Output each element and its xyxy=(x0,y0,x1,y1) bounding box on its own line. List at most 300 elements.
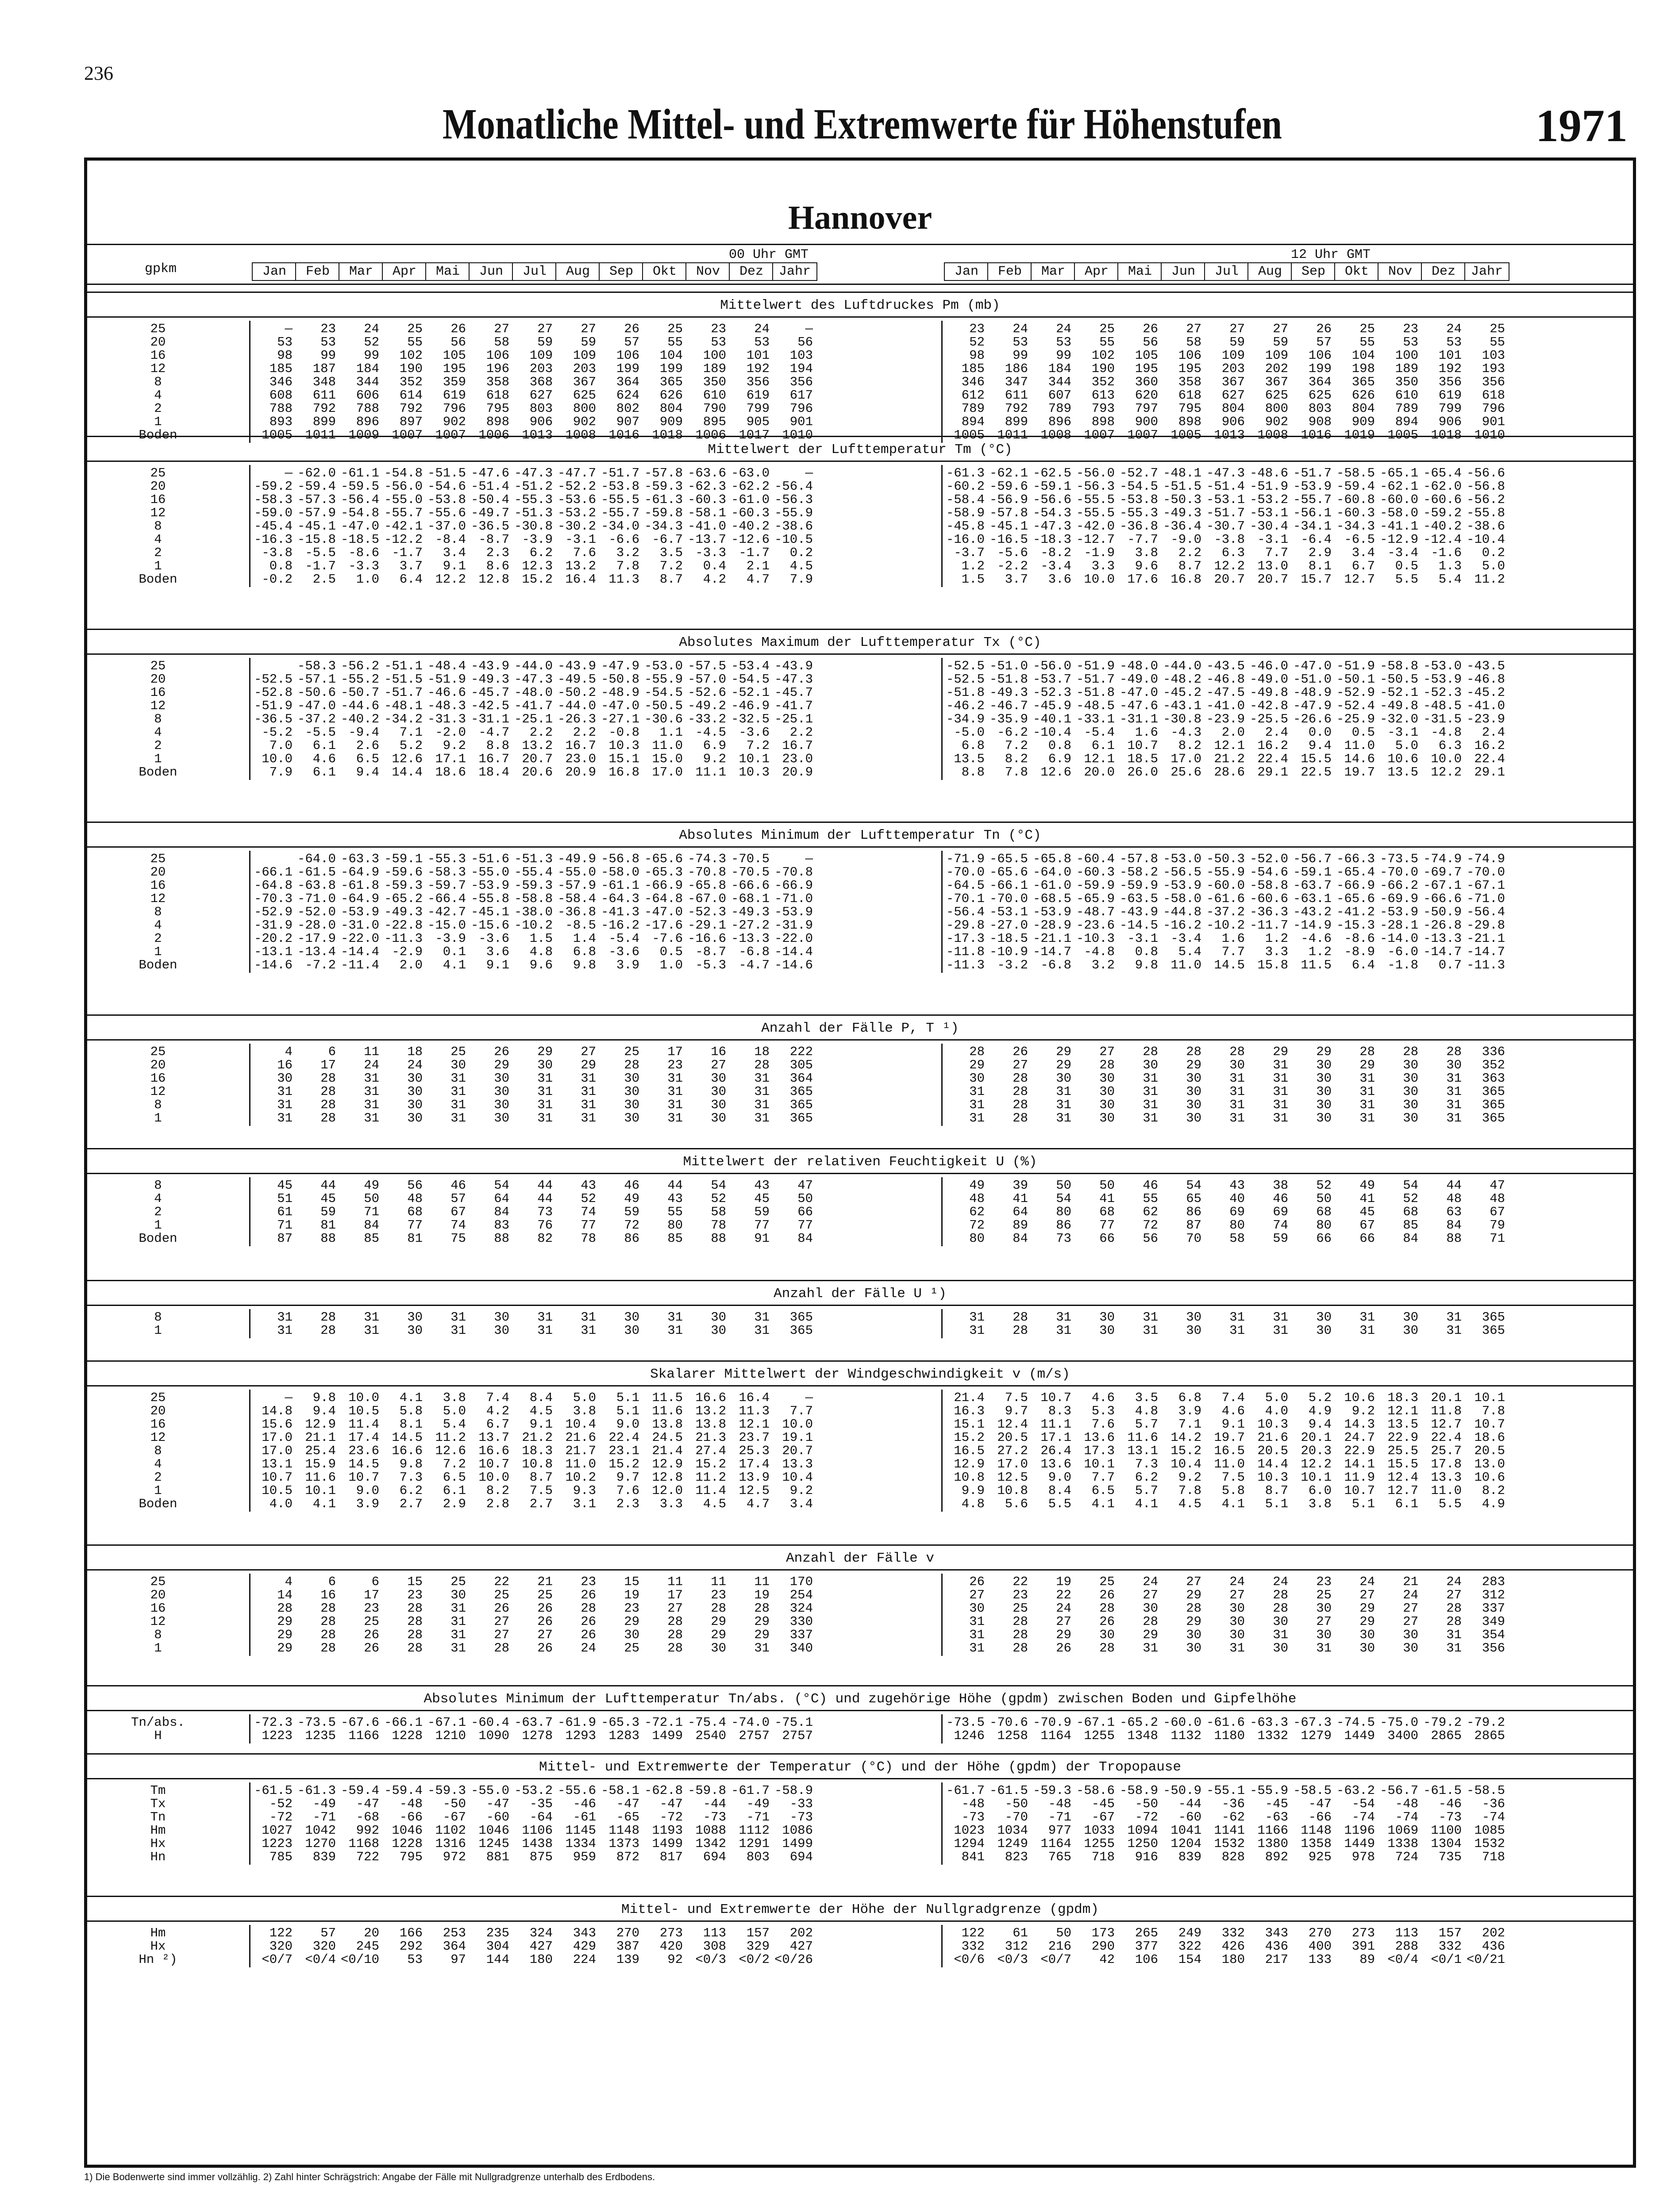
row-label: 25 xyxy=(150,659,166,673)
table-cell: -45.4 xyxy=(254,519,293,534)
table-cell: -4.6 xyxy=(1301,931,1332,946)
table-cell: -7.2 xyxy=(305,958,336,972)
table-cell: -73.5 xyxy=(297,1715,336,1730)
table-cell: 1258 xyxy=(997,1728,1028,1743)
table-cell: -58.1 xyxy=(687,506,726,520)
table-cell: 29 xyxy=(1359,1614,1375,1629)
table-cell: -34.9 xyxy=(946,712,985,726)
table-cell: -56.7 xyxy=(1379,1783,1418,1798)
table-cell: -55.8 xyxy=(1466,506,1505,520)
table-cell: 902 xyxy=(1265,415,1288,429)
table-cell: -60.6 xyxy=(1423,492,1462,507)
table-cell: 626 xyxy=(1351,388,1375,403)
table-cell: 99 xyxy=(1013,348,1028,363)
table-cell: -5.3 xyxy=(695,958,726,972)
table-cell: 27 xyxy=(494,1614,509,1629)
table-cell: 16.5 xyxy=(1214,1444,1245,1458)
table-cell: 332 xyxy=(961,1939,985,1954)
row-label: 12 xyxy=(150,891,166,906)
section-rows xyxy=(87,1927,1633,1966)
table-cell: 1250 xyxy=(1127,1836,1158,1851)
table-cell: 222 xyxy=(789,1045,813,1059)
table-row xyxy=(87,892,1633,906)
table-cell: 22 xyxy=(1013,1575,1028,1589)
table-cell: -66.2 xyxy=(1379,878,1418,893)
table-cell: 4.5 xyxy=(789,559,813,573)
table-cell: 31 xyxy=(537,1310,553,1325)
table-cell: 804 xyxy=(1351,401,1375,416)
table-cell: 77 xyxy=(407,1218,423,1233)
table-cell: -51.4 xyxy=(470,479,509,494)
table-cell: 1449 xyxy=(1344,1836,1375,1851)
table-cell: 29 xyxy=(1143,1628,1158,1642)
table-cell: -63.3 xyxy=(340,852,379,866)
table-row xyxy=(87,959,1633,972)
table-cell: 173 xyxy=(1091,1926,1115,1940)
table-cell: 24 xyxy=(581,1641,596,1655)
table-cell: -46.6 xyxy=(427,685,466,700)
table-cell: 30 xyxy=(624,1628,639,1642)
table-cell: -70.5 xyxy=(731,852,770,866)
table-cell: 7.2 xyxy=(659,559,683,573)
table-cell: -61.5 xyxy=(1423,1783,1462,1798)
table-cell: 102 xyxy=(399,348,423,363)
table-cell: 185 xyxy=(961,361,985,376)
table-cell: 24 xyxy=(1359,1575,1375,1589)
table-cell: 30 xyxy=(407,1084,423,1099)
table-cell: 25 xyxy=(537,1588,553,1602)
table-cell: 55 xyxy=(1099,335,1115,349)
table-cell: 799 xyxy=(746,401,770,416)
table-cell: -31.9 xyxy=(254,918,293,933)
table-cell: 3.7 xyxy=(399,559,423,573)
table-cell: 109 xyxy=(1221,348,1245,363)
table-cell: -13.1 xyxy=(254,945,293,959)
table-cell: 81 xyxy=(320,1218,336,1233)
table-cell: -11.7 xyxy=(1249,918,1288,933)
table-cell: 627 xyxy=(529,388,553,403)
table-cell: 27 xyxy=(1446,1588,1462,1602)
table-cell: 199 xyxy=(616,361,639,376)
section-rule xyxy=(87,1280,1633,1281)
table-cell: 5.4 xyxy=(1438,572,1462,587)
table-cell: -30.4 xyxy=(1249,519,1288,534)
table-cell: 436 xyxy=(1482,1939,1505,1954)
table-cell: 157 xyxy=(1438,1926,1462,1940)
row-label: Hx xyxy=(150,1836,166,1851)
table-cell: -16.2 xyxy=(601,918,639,933)
table-cell: -25.5 xyxy=(1249,712,1288,726)
table-cell: 3.4 xyxy=(789,1497,813,1511)
table-cell: -72 xyxy=(659,1810,683,1824)
table-cell: -54.5 xyxy=(731,672,770,687)
table-cell: 30 xyxy=(277,1071,293,1086)
table-cell: 4 xyxy=(285,1045,293,1059)
table-cell: -71 xyxy=(1048,1810,1071,1824)
table-cell: -14.6 xyxy=(254,958,293,972)
table-cell: 28.6 xyxy=(1214,765,1245,780)
table-cell: 3.8 xyxy=(1308,1497,1332,1511)
table-cell: 189 xyxy=(1395,361,1418,376)
table-cell: 1018 xyxy=(1431,428,1462,442)
month-00-jahr: Jahr xyxy=(772,262,817,281)
table-cell: 31 xyxy=(1446,1641,1462,1655)
row-label: 8 xyxy=(154,712,162,726)
table-cell: 18.3 xyxy=(1387,1390,1418,1405)
row-label: Hm xyxy=(150,1926,166,1940)
table-cell: -1.9 xyxy=(1084,545,1115,560)
table-cell: 31 xyxy=(364,1071,379,1086)
table-cell: 195 xyxy=(443,361,466,376)
table-cell: 192 xyxy=(746,361,770,376)
table-cell: -58.9 xyxy=(946,506,985,520)
table-row xyxy=(87,1811,1633,1824)
table-cell: 29 xyxy=(1056,1628,1071,1642)
table-cell: 11.0 xyxy=(1214,1457,1245,1471)
table-cell: 101 xyxy=(1438,348,1462,363)
table-cell: -37.2 xyxy=(1206,905,1245,919)
table-cell: -59.1 xyxy=(1293,865,1332,879)
table-cell: <0/2 xyxy=(739,1952,770,1967)
table-cell: 28 xyxy=(407,1614,423,1629)
table-cell: 27 xyxy=(1403,1601,1418,1616)
table-cell: 10.3 xyxy=(739,765,770,780)
table-cell: -31.1 xyxy=(1119,712,1158,726)
table-cell: -53.2 xyxy=(514,1783,553,1798)
table-cell: 31 xyxy=(754,1084,770,1099)
table-cell: -64 xyxy=(529,1810,553,1824)
table-cell: -59.7 xyxy=(427,878,466,893)
table-cell: 30 xyxy=(1229,1614,1245,1629)
table-cell: 24 xyxy=(364,1058,379,1072)
table-cell: 1.5 xyxy=(961,572,985,587)
table-cell: -60.3 xyxy=(731,506,770,520)
table-cell: -51.0 xyxy=(989,659,1028,673)
table-cell: -48 xyxy=(1395,1797,1418,1811)
table-cell: 7.7 xyxy=(1221,945,1245,959)
table-cell: -51.9 xyxy=(254,699,293,713)
table-cell: 88 xyxy=(711,1231,726,1246)
table-row xyxy=(87,1431,1633,1444)
row-label: 12 xyxy=(150,699,166,713)
table-cell: 1069 xyxy=(1387,1823,1418,1838)
table-cell: 31 xyxy=(1273,1310,1288,1325)
table-cell: 8.2 xyxy=(1482,1483,1505,1498)
table-cell: 3.8 xyxy=(573,1404,596,1418)
table-cell: -44.6 xyxy=(340,699,379,713)
row-label: Boden xyxy=(139,1497,177,1511)
table-cell: 27 xyxy=(667,1601,683,1616)
table-cell: -4.8 xyxy=(1431,725,1462,740)
table-cell: 30 xyxy=(1316,1084,1332,1099)
table-cell: 0.2 xyxy=(789,545,813,560)
table-cell: 329 xyxy=(746,1939,770,1954)
row-label: Hn ²) xyxy=(139,1952,177,1967)
table-cell: 105 xyxy=(1135,348,1158,363)
row-label: 4 xyxy=(154,532,162,547)
section-subrule xyxy=(87,1710,1633,1711)
table-cell: -59.0 xyxy=(254,506,293,520)
table-cell: -14.7 xyxy=(1423,945,1462,959)
table-cell: 113 xyxy=(703,1926,726,1940)
table-cell: 10.0 xyxy=(1431,752,1462,766)
table-cell: 26 xyxy=(1316,322,1332,336)
table-cell: -53.2 xyxy=(1249,492,1288,507)
table-cell: — xyxy=(805,322,813,336)
table-cell: 26.4 xyxy=(1040,1444,1071,1458)
table-cell: 608 xyxy=(269,388,293,403)
table-cell: -48.7 xyxy=(1076,905,1115,919)
table-cell: 14.6 xyxy=(1344,752,1375,766)
table-cell: 104 xyxy=(659,348,683,363)
table-cell: -33.1 xyxy=(1076,712,1115,726)
table-cell: 12.1 xyxy=(1214,738,1245,753)
table-cell: 365 xyxy=(1351,375,1375,389)
table-cell: 2540 xyxy=(695,1728,726,1743)
table-cell: -29.1 xyxy=(687,918,726,933)
table-cell: 270 xyxy=(616,1926,639,1940)
table-cell: 18.3 xyxy=(522,1444,553,1458)
table-cell: 30 xyxy=(711,1098,726,1112)
table-cell: -50.3 xyxy=(1206,852,1245,866)
row-label: 16 xyxy=(150,348,166,363)
table-cell: 26 xyxy=(624,322,639,336)
table-cell: 31 xyxy=(1143,1084,1158,1099)
table-cell: 99 xyxy=(320,348,336,363)
table-cell: 1.0 xyxy=(659,958,683,972)
row-label: Boden xyxy=(139,428,177,442)
table-cell: 1228 xyxy=(392,1836,423,1851)
row-label: 25 xyxy=(150,1575,166,1589)
table-cell: -46.2 xyxy=(946,699,985,713)
table-cell: 22 xyxy=(494,1575,509,1589)
table-cell: -10.5 xyxy=(774,532,813,547)
table-cell: 12.8 xyxy=(652,1470,683,1485)
table-cell: -8.2 xyxy=(1040,545,1071,560)
table-cell: 7.7 xyxy=(789,1404,813,1418)
table-cell: 65 xyxy=(1186,1191,1201,1206)
table-cell: -59.1 xyxy=(1032,479,1071,494)
table-cell: 881 xyxy=(486,1850,509,1864)
table-cell: -60.0 xyxy=(1206,878,1245,893)
table-cell: -68.1 xyxy=(731,891,770,906)
table-cell: -51.7 xyxy=(1293,466,1332,480)
table-cell: -54 xyxy=(1351,1797,1375,1811)
table-cell: 800 xyxy=(1265,401,1288,416)
table-cell: -63.1 xyxy=(1293,891,1332,906)
table-cell: 4.5 xyxy=(703,1497,726,1511)
table-cell: -48.4 xyxy=(427,659,466,673)
month-00-jul: Jul xyxy=(512,262,556,281)
table-cell: 400 xyxy=(1308,1939,1332,1954)
table-cell: <0/1 xyxy=(1431,1952,1462,1967)
table-cell: 103 xyxy=(1482,348,1505,363)
table-cell: -48 xyxy=(1048,1797,1071,1811)
table-cell: -50.9 xyxy=(1163,1783,1201,1798)
table-cell: -12.7 xyxy=(1076,532,1115,547)
table-cell: -48.0 xyxy=(1119,659,1158,673)
table-cell: 619 xyxy=(1438,388,1462,403)
table-cell: 55 xyxy=(667,1205,683,1219)
table-cell: -56.0 xyxy=(384,479,423,494)
table-cell: -59.3 xyxy=(384,878,423,893)
row-label: 12 xyxy=(150,1084,166,1099)
row-label: 20 xyxy=(150,1404,166,1418)
table-cell: -5.2 xyxy=(262,725,293,740)
table-cell: 80 xyxy=(1056,1205,1071,1219)
table-cell: 26 xyxy=(494,1601,509,1616)
table-cell: -47 xyxy=(486,1797,509,1811)
month-12-nov: Nov xyxy=(1378,262,1422,281)
table-cell: -53.9 xyxy=(1032,905,1071,919)
table-cell: 24 xyxy=(1446,1575,1462,1589)
table-cell: -23.9 xyxy=(1206,712,1245,726)
table-cell: 6.2 xyxy=(529,545,553,560)
table-cell: -67 xyxy=(443,1810,466,1824)
table-cell: 1255 xyxy=(1084,1728,1115,1743)
table-cell: -47.3 xyxy=(514,672,553,687)
month-00-aug: Aug xyxy=(555,262,600,281)
table-cell: -66.9 xyxy=(774,878,813,893)
table-cell: -55.3 xyxy=(1119,506,1158,520)
table-cell: -49.3 xyxy=(470,672,509,687)
table-cell: -49 xyxy=(312,1797,336,1811)
table-cell: 48 xyxy=(1490,1191,1505,1206)
table-cell: 30 xyxy=(1403,1628,1418,1642)
table-cell: -17.6 xyxy=(644,918,683,933)
table-cell: 98 xyxy=(277,348,293,363)
table-cell: 23 xyxy=(407,1588,423,1602)
table-cell: 872 xyxy=(616,1850,639,1864)
table-cell: 40 xyxy=(1229,1191,1245,1206)
table-row xyxy=(87,919,1633,932)
table-cell: 43 xyxy=(581,1178,596,1193)
table-cell: 31 xyxy=(1143,1098,1158,1112)
table-cell: 4.1 xyxy=(399,1390,423,1405)
table-cell: 85 xyxy=(667,1231,683,1246)
table-cell: 97 xyxy=(450,1952,466,1967)
table-cell: -66 xyxy=(399,1810,423,1824)
table-cell: 77 xyxy=(581,1218,596,1233)
table-cell: 88 xyxy=(1446,1231,1462,1246)
section-title: Mittelwert der relativen Feuchtigkeit U (%) xyxy=(683,1154,1037,1170)
table-cell: -66.9 xyxy=(1336,878,1375,893)
table-cell: 59 xyxy=(754,1205,770,1219)
table-row xyxy=(87,1405,1633,1418)
table-cell: 31 xyxy=(1273,1628,1288,1642)
table-cell: 72 xyxy=(1143,1218,1158,1233)
row-label: 25 xyxy=(150,1045,166,1059)
table-cell: -60.4 xyxy=(470,1715,509,1730)
table-cell: -49.5 xyxy=(557,672,596,687)
table-cell: 14.5 xyxy=(1214,958,1245,972)
table-cell: 20.5 xyxy=(997,1430,1028,1445)
table-cell: 5.5 xyxy=(1395,572,1418,587)
table-cell: 31 xyxy=(450,1111,466,1125)
table-cell: -53.9 xyxy=(340,905,379,919)
table-cell: 31 xyxy=(1143,1310,1158,1325)
table-row xyxy=(87,1716,1633,1729)
table-cell: <0/6 xyxy=(954,1952,985,1967)
table-cell: -63.7 xyxy=(514,1715,553,1730)
row-label: Hn xyxy=(150,1850,166,1864)
table-cell: -56.7 xyxy=(1293,852,1332,866)
table-cell: 20.6 xyxy=(522,765,553,780)
table-cell: -67.1 xyxy=(427,1715,466,1730)
table-cell: 29 xyxy=(277,1614,293,1629)
table-cell: 1010 xyxy=(1474,428,1505,442)
section-title: Anzahl der Fälle P, T ¹) xyxy=(761,1021,959,1036)
table-cell: 1006 xyxy=(478,428,509,442)
table-cell: -57.5 xyxy=(687,659,726,673)
table-cell: 58 xyxy=(711,1205,726,1219)
table-cell: 31 xyxy=(1273,1071,1288,1086)
row-label: 8 xyxy=(154,519,162,534)
table-cell: 972 xyxy=(443,1850,466,1864)
table-cell: 13.2 xyxy=(565,559,596,573)
table-cell: 1270 xyxy=(305,1836,336,1851)
table-cell: 352 xyxy=(1482,1058,1505,1072)
table-cell: 354 xyxy=(1482,1628,1505,1642)
section-rows xyxy=(87,660,1633,779)
table-cell: 31 xyxy=(364,1084,379,1099)
table-cell: 1.2 xyxy=(1265,931,1288,946)
table-cell: 15.1 xyxy=(608,752,639,766)
month-00-apr: Apr xyxy=(382,262,426,281)
row-label: 4 xyxy=(154,725,162,740)
table-cell: 27 xyxy=(711,1058,726,1072)
table-cell: -56.4 xyxy=(1466,905,1505,919)
table-cell: 612 xyxy=(961,388,985,403)
table-cell: 16.4 xyxy=(739,1390,770,1405)
table-cell: 21.6 xyxy=(565,1430,596,1445)
table-row xyxy=(87,866,1633,879)
table-row xyxy=(87,1784,1633,1797)
table-cell: 189 xyxy=(703,361,726,376)
row-label: 4 xyxy=(154,388,162,403)
table-cell: -51.8 xyxy=(989,672,1028,687)
table-cell: 367 xyxy=(1221,375,1245,389)
table-cell: 31 xyxy=(1229,1641,1245,1655)
table-cell: 30 xyxy=(624,1310,639,1325)
table-cell: 23 xyxy=(364,1601,379,1616)
table-cell: 26 xyxy=(494,1045,509,1059)
table-cell: 6.1 xyxy=(312,738,336,753)
table-cell: -3.6 xyxy=(739,725,770,740)
table-row xyxy=(87,1797,1633,1811)
table-cell: 4.8 xyxy=(961,1497,985,1511)
table-cell: 31 xyxy=(277,1084,293,1099)
table-cell: 31 xyxy=(969,1098,985,1112)
table-cell: 30 xyxy=(1099,1323,1115,1338)
table-cell: 195 xyxy=(1135,361,1158,376)
table-row xyxy=(87,739,1633,753)
table-cell: 391 xyxy=(1351,1939,1375,1954)
row-label: 2 xyxy=(154,1205,162,1219)
table-cell: 1.3 xyxy=(1438,559,1462,573)
table-cell: 1278 xyxy=(522,1728,553,1743)
table-cell: 906 xyxy=(1438,415,1462,429)
table-cell: 30 xyxy=(711,1641,726,1655)
table-cell: -35.9 xyxy=(989,712,1028,726)
table-cell: -55.4 xyxy=(514,865,553,879)
table-cell: -53.0 xyxy=(1163,852,1201,866)
table-cell: 8.6 xyxy=(486,559,509,573)
table-cell: — xyxy=(805,1390,813,1405)
table-cell: 84 xyxy=(494,1205,509,1219)
month-12-dez: Dez xyxy=(1421,262,1465,281)
table-cell: -48.6 xyxy=(1249,466,1288,480)
